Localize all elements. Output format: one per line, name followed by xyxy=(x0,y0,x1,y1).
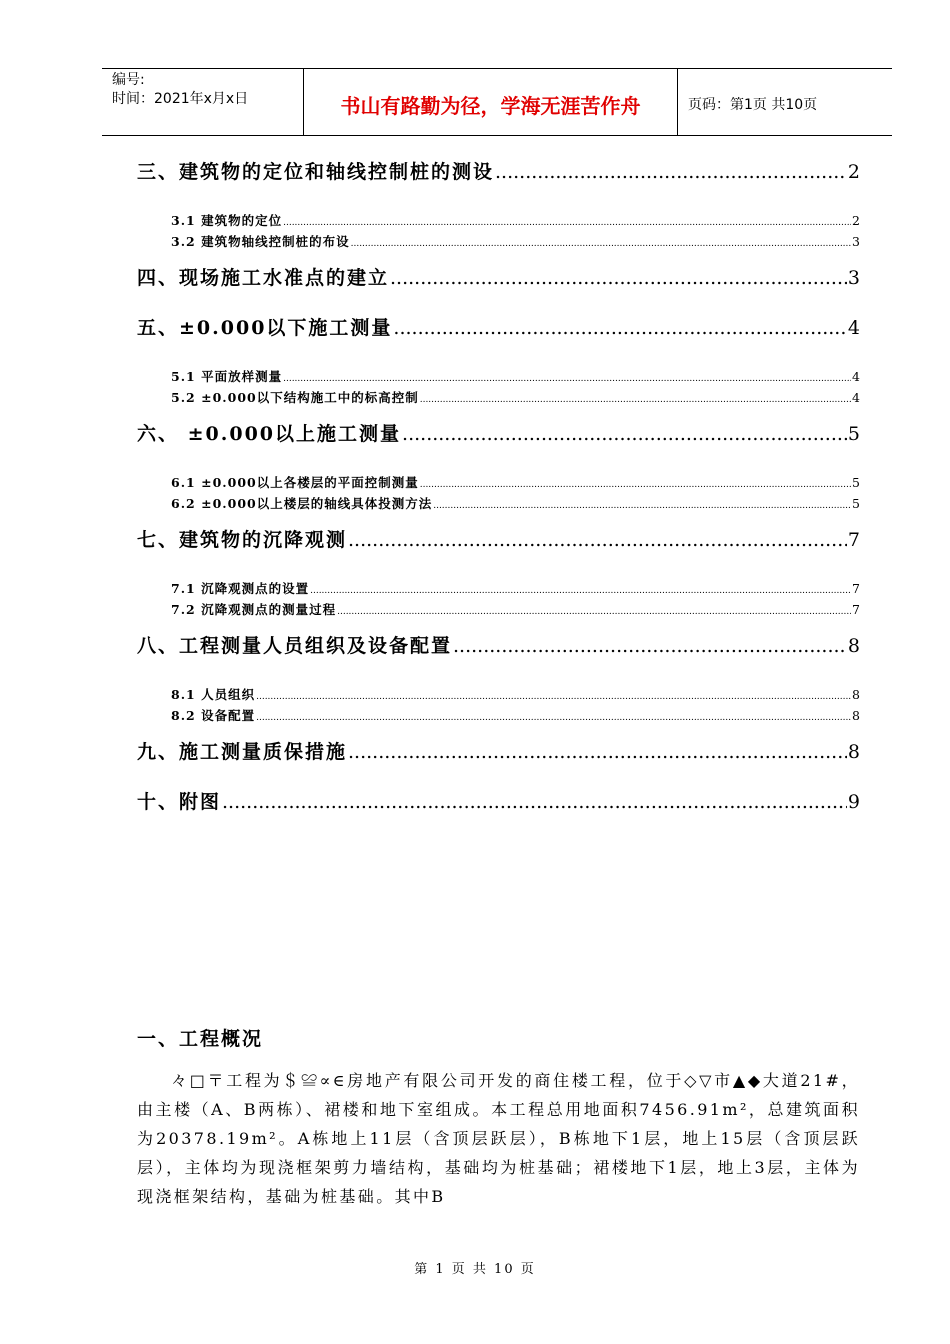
toc-dot-leader xyxy=(393,306,846,350)
toc-entry-page: 4 xyxy=(847,317,860,339)
section-title: 一、工程概况 xyxy=(137,1028,264,1050)
toc-entry[interactable] xyxy=(137,306,860,356)
toc-dot-leader xyxy=(283,213,851,234)
toc-entry-page: 5 xyxy=(847,423,860,445)
toc-dot-leader xyxy=(348,730,847,774)
toc-entry-page: 8 xyxy=(852,708,860,723)
toc-entry[interactable] xyxy=(137,624,860,674)
toc-entry[interactable] xyxy=(137,150,860,200)
table-of-contents xyxy=(137,150,860,830)
toc-entry-page: 4 xyxy=(852,390,860,405)
toc-dot-leader xyxy=(453,624,847,668)
toc-subentry[interactable] xyxy=(137,472,860,493)
toc-entry-label: 3.1 建筑物的定位 xyxy=(171,213,283,228)
toc-entry-label: 7.2 沉降观测点的测量过程 xyxy=(171,602,337,617)
toc-dot-leader xyxy=(222,780,847,824)
toc-dot-leader xyxy=(495,150,847,194)
toc-subentry[interactable] xyxy=(137,387,860,408)
toc-entry-label: 三、建筑物的定位和轴线控制桩的测设 xyxy=(137,161,495,183)
toc-entry-label: 九、施工测量质保措施 xyxy=(137,741,348,763)
toc-subentry[interactable] xyxy=(137,210,860,231)
toc-subentry[interactable] xyxy=(137,231,860,252)
toc-dot-leader xyxy=(310,581,851,602)
toc-entry-page: 7 xyxy=(847,529,860,551)
toc-entry-label: 6.2 ±0.000以上楼层的轴线具体投测方法 xyxy=(171,496,433,511)
toc-entry[interactable] xyxy=(137,518,860,568)
toc-entry-label: 5.1 平面放样测量 xyxy=(171,369,283,384)
header-meta xyxy=(102,69,304,135)
toc-dot-leader xyxy=(348,518,847,562)
toc-subentry[interactable] xyxy=(137,366,860,387)
toc-dot-leader xyxy=(420,475,851,496)
toc-dot-leader xyxy=(433,496,851,517)
toc-subentry[interactable] xyxy=(137,684,860,705)
toc-dot-leader xyxy=(390,256,847,300)
document-date: 时间：2021年x月x日 xyxy=(112,91,249,107)
toc-entry-page: 9 xyxy=(847,791,860,813)
toc-entry-label: 8.2 设备配置 xyxy=(171,708,256,723)
toc-dot-leader xyxy=(402,412,847,456)
toc-entry-label: 7.1 沉降观测点的设置 xyxy=(171,581,310,596)
body-text xyxy=(137,1066,860,1211)
toc-dot-leader xyxy=(351,234,851,255)
toc-entry[interactable] xyxy=(137,730,860,780)
page-footer: 第 1 页 共 10 页 xyxy=(414,1262,536,1277)
toc-subentry[interactable] xyxy=(137,599,860,620)
toc-entry[interactable] xyxy=(137,780,860,830)
toc-entry-label: 6.1 ±0.000以上各楼层的平面控制测量 xyxy=(171,475,419,490)
toc-entry-label: 5.2 ±0.000以下结构施工中的标高控制 xyxy=(171,390,419,405)
toc-subentry[interactable] xyxy=(137,578,860,599)
toc-entry[interactable] xyxy=(137,412,860,462)
toc-entry-label: 8.1 人员组织 xyxy=(171,687,256,702)
toc-entry-label: 七、建筑物的沉降观测 xyxy=(137,529,348,551)
toc-entry-page: 3 xyxy=(847,267,860,289)
toc-entry-label: 3.2 建筑物轴线控制桩的布设 xyxy=(171,234,350,249)
toc-entry-page: 8 xyxy=(852,687,860,702)
toc-dot-leader xyxy=(337,602,851,623)
toc-entry-page: 2 xyxy=(852,213,860,228)
toc-subentry[interactable] xyxy=(137,493,860,514)
toc-entry-label: 八、工程测量人员组织及设备配置 xyxy=(137,635,453,657)
page-header xyxy=(102,68,892,136)
toc-entry[interactable] xyxy=(137,256,860,306)
header-page-info: 页码：第1页 共10页 xyxy=(688,97,818,113)
toc-subentry[interactable] xyxy=(137,705,860,726)
toc-entry-label: 六、 ±0.000以上施工测量 xyxy=(137,423,402,445)
document-number-label: 编号: xyxy=(112,72,145,88)
toc-dot-leader xyxy=(256,687,851,708)
toc-entry-page: 7 xyxy=(852,602,860,617)
toc-entry-label: 十、附图 xyxy=(137,791,222,813)
toc-entry-page: 8 xyxy=(847,635,860,657)
toc-entry-page: 2 xyxy=(847,161,860,183)
toc-dot-leader xyxy=(420,390,851,411)
toc-entry-page: 3 xyxy=(852,234,860,249)
toc-entry-page: 4 xyxy=(852,369,860,384)
header-motto: 书山有路勤为径，学海无涯苦作舟 xyxy=(304,69,678,135)
toc-entry-page: 8 xyxy=(847,741,860,763)
body-paragraph: 々□〒工程为＄≌∝∈房地产有限公司开发的商住楼工程，位于◇▽市▲◆大道21#，由主楼（A、B两栋）、裙楼和地下室组成。本工程总用地面积7456.91m²，总建筑面积为20378.19m²。A栋地上11层（含顶层跃层），B栋地下1层，地上15层（含顶层跃层），主体均为现浇框架剪力墙结构，基础均为桩基础；裙楼地下1层，地上3层，主体为现浇框架结构，基础为桩基础。其中B xyxy=(137,1071,860,1206)
toc-entry-page: 5 xyxy=(852,496,860,511)
toc-entry-page: 5 xyxy=(852,475,860,490)
toc-entry-label: 五、±0.000以下施工测量 xyxy=(137,317,393,339)
toc-entry-page: 7 xyxy=(852,581,860,596)
toc-entry-label: 四、现场施工水准点的建立 xyxy=(137,267,390,289)
toc-dot-leader xyxy=(256,708,851,729)
